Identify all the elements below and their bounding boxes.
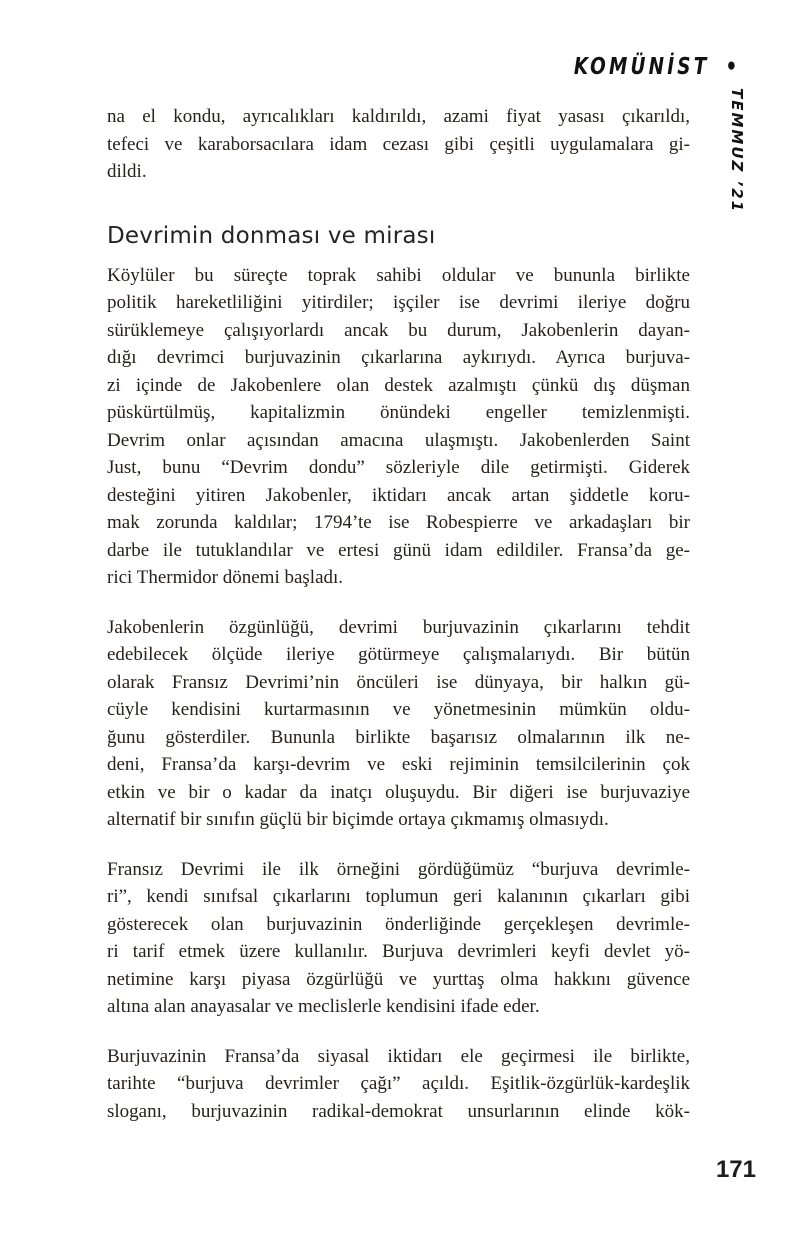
text-line: desteğini yitiren Jakobenler, iktidarı ancak artan şiddetle koru- xyxy=(107,484,690,506)
text-line: Jakobenlerin özgünlüğü, devrimi burjuvazinin çıkarlarını tehdit xyxy=(107,616,690,638)
text-line: rici Thermidor dönemi başladı. xyxy=(107,567,344,588)
text-line: Fransız Devrimi ile ilk örneğini gördüğümüz “burjuva devrimle- xyxy=(107,858,690,880)
issue-date-vertical: TEMMUZ ’21 xyxy=(728,88,746,214)
text-line: sloganı, burjuvazinin radikal-demokrat unsurlarının elinde kök- xyxy=(107,1100,690,1122)
paragraph-continued xyxy=(107,103,690,186)
paragraph xyxy=(107,856,690,1021)
bullet-separator-icon: • xyxy=(725,54,737,80)
text-line: dildi. xyxy=(107,161,147,182)
text-line: Just, bunu “Devrim dondu” sözleriyle dile getirmişti. Giderek xyxy=(107,457,690,478)
text-line: püskürtülmüş, kapitalizmin önündeki engeller temizlenmişti. xyxy=(107,402,690,423)
text-line: ğunu gösterdiler. Bununla birlikte başarısız olmalarının ilk ne- xyxy=(107,726,690,748)
text-line: alternatif bir sınıfın güçlü bir biçimde ortaya çıkmamış olmasıydı. xyxy=(107,809,609,830)
paragraph xyxy=(107,1043,690,1126)
text-line: Burjuvazinin Fransa’da siyasal iktidarı ele geçirmesi ile birlikte, xyxy=(107,1045,690,1067)
journal-title: KOMÜNİST xyxy=(573,54,710,80)
text-line: ri tarif etmek üzere kullanılır. Burjuva devrimleri keyfi devlet yö- xyxy=(107,941,690,962)
text-line: dığı devrimci burjuvazinin çıkarlarına aykırıydı. Ayrıca burjuva- xyxy=(107,347,690,368)
page-number: 171 xyxy=(715,1156,756,1183)
text-line: netimine karşı piyasa özgürlüğü ve yurttaş olma hakkını güvence xyxy=(107,968,690,990)
text-line: sürüklemeye çalışıyorlardı ancak bu durum, Jakobenlerin dayan- xyxy=(107,319,690,341)
text-line: edebilecek ölçüde ileriye götürmeye çalışmalarıydı. Bir bütün xyxy=(107,644,690,665)
text-line: politik hareketliliğini yitirdiler; işçiler ise devrimi ileriye doğru xyxy=(107,292,690,313)
paragraph xyxy=(107,614,690,834)
text-line: zi içinde de Jakobenlere olan destek azalmıştı çünkü dış düşman xyxy=(107,374,690,396)
text-line: cüyle kendisini kurtarmasının ve yönetmesinin mümkün oldu- xyxy=(107,699,690,720)
text-line: Devrim onlar açısından amacına ulaşmıştı. Jakobenlerden Saint xyxy=(107,429,690,451)
text-line: gösterecek olan burjuvazinin önderliğinde gerçekleşen devrimle- xyxy=(107,913,690,935)
text-line: deni, Fransa’da karşı-devrim ve eski rejiminin temsilcilerinin çok xyxy=(107,754,690,775)
text-line: etkin ve bir o kadar da inatçı oluşuydu. Bir diğeri ise burjuvaziye xyxy=(107,781,690,803)
text-line: olarak Fransız Devrimi’nin öncüleri ise dünyaya, bir halkın gü- xyxy=(107,671,690,693)
text-line: darbe ile tutuklandılar ve ertesi günü idam edildiler. Fransa’da ge- xyxy=(107,539,690,561)
text-line: mak zorunda kaldılar; 1794’te ise Robespierre ve arkadaşları bir xyxy=(107,512,690,533)
section-heading: Devrimin donması ve mirası xyxy=(107,222,436,249)
text-line: ri”, kendi sınıfsal çıkarlarını toplumun geri kalanının çıkarları gibi xyxy=(107,886,690,907)
paragraph xyxy=(107,262,690,592)
text-line: na el kondu, ayrıcalıkları kaldırıldı, azami fiyat yasası çıkarıldı, xyxy=(107,106,690,127)
text-line: tarihte “burjuva devrimler çağı” açıldı. Eşitlik-özgürlük-kardeşlik xyxy=(107,1073,690,1094)
text-line: tefeci ve karaborsacılara idam cezası gibi çeşitli uygulamalara gi- xyxy=(107,133,690,155)
text-line: Köylüler bu süreçte toprak sahibi oldular ve bununla birlikte xyxy=(107,264,690,286)
text-line: altına alan anayasalar ve meclislerle kendisini ifade eder. xyxy=(107,996,540,1017)
